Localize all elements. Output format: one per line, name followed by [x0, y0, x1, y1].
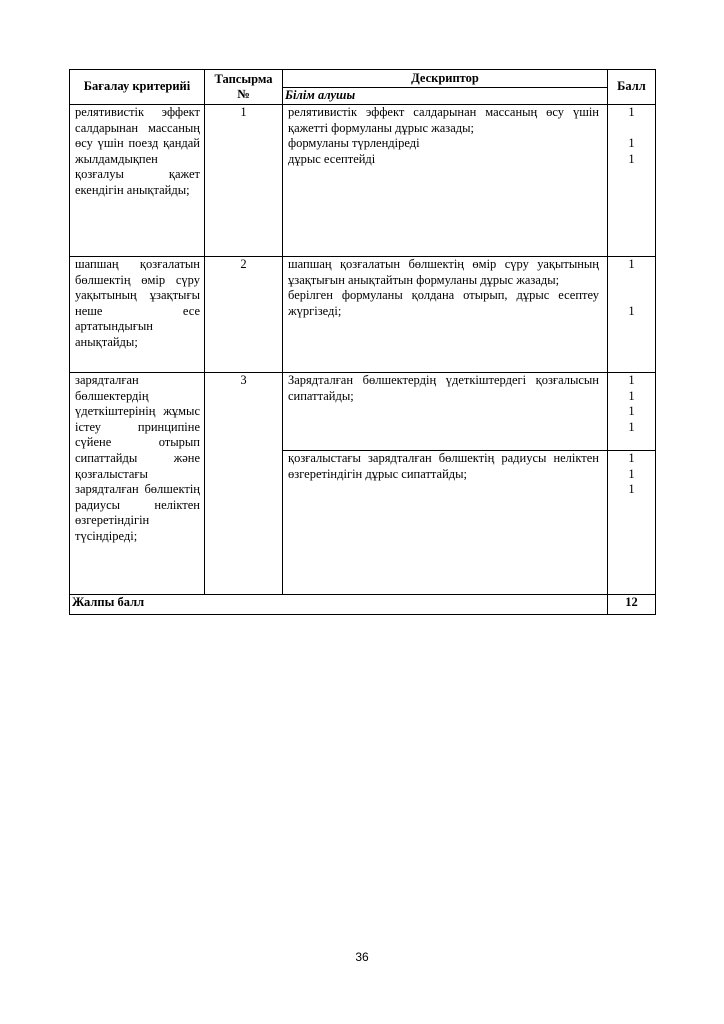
- descriptor-line: берілген формуланы қолдана отырып, дұрыс есептеу жүргізеді;: [288, 288, 599, 318]
- assessment-rubric-table: [69, 69, 656, 615]
- point-value: 1: [628, 151, 635, 166]
- total-label: Жалпы балл: [70, 595, 608, 615]
- descriptor-line: релятивистік эффект салдарынан массаның өсу үшін қажетті формуланы дұрыс жазады;: [288, 105, 599, 135]
- task-number-cell: 3: [205, 373, 283, 595]
- header-points: Балл: [608, 70, 656, 105]
- descriptor-line: формуланы түрлендіреді: [288, 136, 420, 151]
- point-value: 1: [628, 257, 635, 271]
- point-value: 1: [628, 303, 635, 318]
- point-value: 1: [628, 419, 635, 434]
- point-value: 1: [628, 105, 635, 119]
- total-value: 12: [608, 595, 656, 615]
- point-value: 1: [628, 136, 635, 151]
- descriptor-cell: [283, 257, 608, 373]
- point-value: 1: [628, 388, 635, 403]
- total-row: [70, 595, 656, 615]
- descriptor-cell: Зарядталған бөлшектердің үдеткіштердегі қозғалысын сипаттайды;: [283, 373, 608, 451]
- header-descriptor: Дескриптор: [283, 70, 608, 88]
- points-cell: [608, 373, 656, 451]
- task-number-cell: 2: [205, 257, 283, 373]
- points-cell: [608, 451, 656, 595]
- table-row: [70, 373, 656, 451]
- criterion-cell: релятивистік эффект салдарынан массаның өсу үшін поезд қандай жылдамдықпен қозғалуы қажет екендігін анықтайды;: [70, 105, 205, 257]
- point-value: 1: [628, 466, 635, 481]
- criterion-cell: зарядталған бөлшектердің үдеткіштерінің жұмыс істеу принципіне сүйене отырып сипаттайды және қозғалыстағы зарядталған бөлшектің радиусы неліктен өзгеретіндігін түсіндіреді;: [70, 373, 205, 595]
- header-criterion: Бағалау критерийі: [70, 70, 205, 105]
- descriptor-line: шапшаң қозғалатын бөлшектің өмір сүру уақытының ұзақтығын анықтайтын формуланы дұрыс жазады;: [288, 257, 599, 287]
- descriptor-cell: қозғалыстағы зарядталған бөлшектің радиусы неліктен өзгеретіндігін дұрыс сипаттайды;: [283, 451, 608, 595]
- points-cell: [608, 257, 656, 373]
- task-number-cell: 1: [205, 105, 283, 257]
- point-value: 1: [628, 373, 635, 387]
- criterion-cell: шапшаң қозғалатын бөлшектің өмір сүру уақытының ұзақтығы неше есе артатындығын анықтайды;: [70, 257, 205, 373]
- descriptor-line: дұрыс есептейді: [288, 151, 376, 166]
- header-subheader-student: Білім алушы: [283, 88, 608, 105]
- point-value: 1: [628, 451, 635, 465]
- page-number: 36: [355, 950, 369, 964]
- table-row: [70, 257, 656, 373]
- point-value: 1: [628, 482, 635, 497]
- point-value: 1: [628, 404, 635, 419]
- header-task: Тапсырма №: [205, 70, 283, 105]
- points-cell: [608, 105, 656, 257]
- table-row: [70, 105, 656, 257]
- descriptor-cell: [283, 105, 608, 257]
